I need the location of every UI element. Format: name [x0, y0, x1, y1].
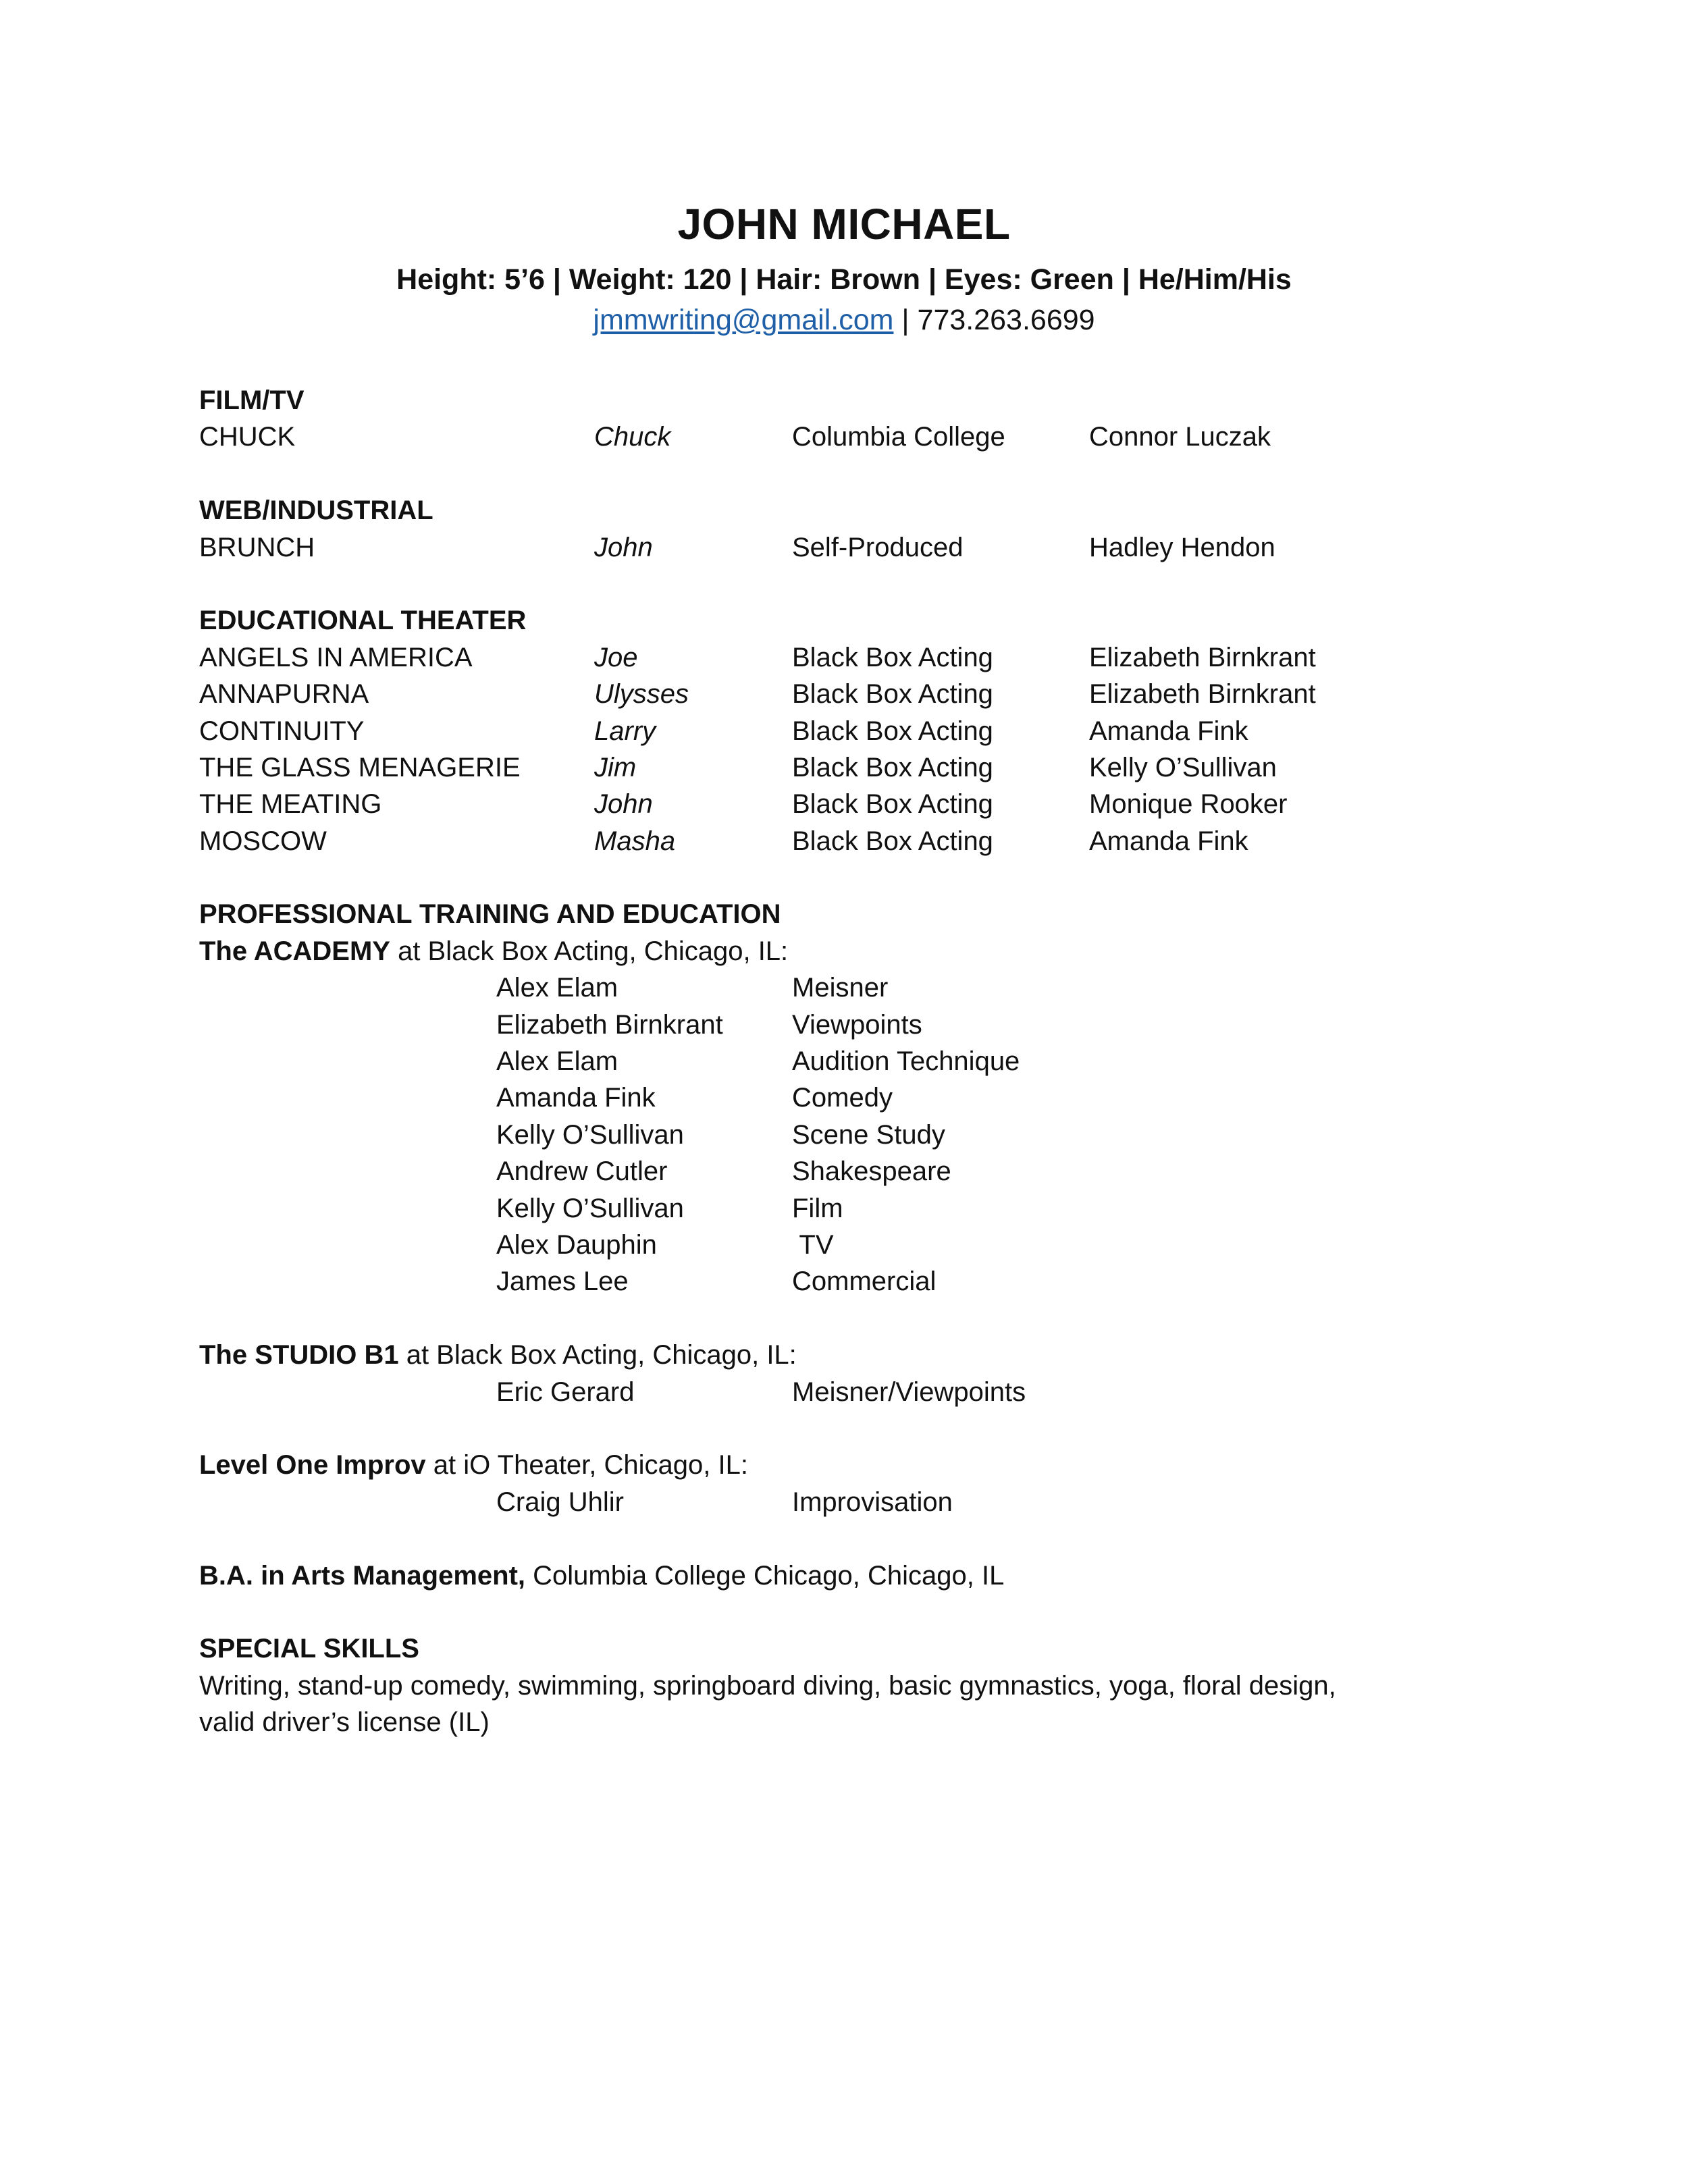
training-row — [199, 1374, 1516, 1410]
training-row — [199, 1080, 1516, 1116]
improv-location: at iO Theater, Chicago, IL: — [425, 1450, 748, 1481]
training-subject: Shakespeare — [792, 1156, 951, 1187]
credit-role: Chuck — [594, 422, 671, 452]
training-teacher: Alex Elam — [496, 1046, 618, 1077]
credit-company: Black Box Acting — [792, 642, 993, 672]
credit-row — [199, 529, 1516, 566]
training-teacher: Kelly O’Sullivan — [496, 1119, 684, 1150]
credit-row — [199, 823, 1516, 859]
credit-title: THE GLASS MENAGERIE — [199, 752, 521, 782]
studio-name: The STUDIO B1 — [199, 1340, 399, 1370]
training-subject: Meisner — [792, 973, 889, 1003]
training-row — [199, 1007, 1516, 1043]
credit-company: Black Box Acting — [792, 789, 993, 820]
credit-title: THE MEATING — [199, 789, 382, 820]
training-teacher: Kelly O’Sullivan — [496, 1193, 684, 1223]
web-industrial-heading: WEB/INDUSTRIAL — [199, 496, 433, 526]
training-teacher: Alex Elam — [496, 973, 618, 1003]
improv-line — [199, 1447, 1516, 1483]
contact-separator: | — [893, 304, 918, 336]
skills-text-line-2: valid driver’s license (IL) — [199, 1707, 490, 1738]
training-row — [199, 1117, 1516, 1153]
credit-role: Larry — [594, 716, 656, 746]
credit-role: John — [594, 532, 653, 562]
phone-number: 773.263.6699 — [917, 304, 1095, 336]
studio-location: at Black Box Acting, Chicago, IL: — [398, 1340, 797, 1370]
credit-company: Black Box Acting — [792, 826, 993, 856]
email-link[interactable]: jmmwriting@gmail.com — [593, 304, 894, 336]
credit-director: Kelly O’Sullivan — [1089, 752, 1277, 782]
training-subject: Commercial — [792, 1267, 937, 1297]
training-row — [199, 1227, 1516, 1263]
film-tv-heading: FILM/TV — [199, 385, 305, 415]
credit-company: Black Box Acting — [792, 679, 993, 710]
section-spacer — [199, 859, 1516, 896]
training-subject: Viewpoints — [792, 1009, 922, 1040]
training-teacher: Alex Dauphin — [496, 1229, 657, 1260]
degree-name: B.A. in Arts Management, — [199, 1560, 526, 1591]
training-subject: Comedy — [792, 1083, 893, 1113]
training-teacher: Elizabeth Birnkrant — [496, 1009, 723, 1040]
credit-company: Black Box Acting — [792, 716, 993, 746]
training-row — [199, 969, 1516, 1006]
credit-company: Black Box Acting — [792, 752, 993, 782]
credit-title: MOSCOW — [199, 826, 327, 856]
training-row — [199, 1043, 1516, 1080]
credit-director: Elizabeth Birnkrant — [1089, 679, 1316, 710]
credit-row — [199, 786, 1516, 822]
academy-location: at Black Box Acting, Chicago, IL: — [390, 936, 789, 966]
training-subject: Meisner/Viewpoints — [792, 1377, 1026, 1407]
credit-director: Elizabeth Birnkrant — [1089, 642, 1316, 672]
credit-row — [199, 676, 1516, 712]
credit-row — [199, 749, 1516, 786]
improv-name: Level One Improv — [199, 1450, 426, 1481]
resume-body — [199, 382, 1516, 1740]
credit-title: CONTINUITY — [199, 716, 365, 746]
training-subject: TV — [792, 1229, 834, 1260]
degree-line — [199, 1557, 1516, 1594]
section-spacer — [199, 566, 1516, 602]
credit-director: Amanda Fink — [1089, 716, 1248, 746]
credit-row — [199, 639, 1516, 676]
credit-title: CHUCK — [199, 422, 296, 452]
actor-stats: Height: 5’6 | Weight: 120 | Hair: Brown | Eyes: Green | He/Him/His — [396, 263, 1292, 296]
section-spacer — [199, 456, 1516, 492]
credit-row — [199, 713, 1516, 749]
training-row — [199, 1190, 1516, 1227]
credit-role: Ulysses — [594, 679, 689, 710]
credit-director: Monique Rooker — [1089, 789, 1288, 820]
training-teacher: James Lee — [496, 1267, 629, 1297]
contact-line — [0, 304, 1688, 337]
credit-title: ANNAPURNA — [199, 679, 369, 710]
training-teacher: Amanda Fink — [496, 1083, 656, 1113]
credit-director: Connor Luczak — [1089, 422, 1271, 452]
credit-title: ANGELS IN AMERICA — [199, 642, 473, 672]
credit-role: Masha — [594, 826, 676, 856]
academy-name: The ACADEMY — [199, 936, 390, 966]
section-spacer — [199, 1300, 1516, 1337]
training-teacher: Andrew Cutler — [496, 1156, 668, 1187]
training-teacher: Craig Uhlir — [496, 1487, 624, 1517]
training-heading: PROFESSIONAL TRAINING AND EDUCATION — [199, 899, 781, 930]
training-row — [199, 1153, 1516, 1190]
training-subject: Film — [792, 1193, 843, 1223]
credit-director: Hadley Hendon — [1089, 532, 1275, 562]
skills-text-line-1: Writing, stand-up comedy, swimming, springboard diving, basic gymnastics, yoga, floral design, — [199, 1670, 1336, 1701]
credit-row — [199, 419, 1516, 455]
credit-role: Joe — [594, 642, 638, 672]
credit-company: Columbia College — [792, 422, 1005, 452]
training-subject: Improvisation — [792, 1487, 953, 1517]
credit-title: BRUNCH — [199, 532, 315, 562]
credit-role: Jim — [594, 752, 637, 782]
educational-theater-heading: EDUCATIONAL THEATER — [199, 606, 527, 636]
skills-heading: SPECIAL SKILLS — [199, 1634, 419, 1664]
section-spacer — [199, 1520, 1516, 1557]
actor-name: JOHN MICHAEL — [677, 200, 1011, 248]
section-spacer — [199, 1410, 1516, 1447]
training-subject: Scene Study — [792, 1119, 945, 1150]
credit-role: John — [594, 789, 653, 820]
studio-line — [199, 1337, 1516, 1373]
credit-director: Amanda Fink — [1089, 826, 1248, 856]
training-subject: Audition Technique — [792, 1046, 1020, 1077]
academy-line — [199, 933, 1516, 969]
training-row — [199, 1484, 1516, 1520]
section-spacer — [199, 1594, 1516, 1630]
training-row — [199, 1263, 1516, 1300]
degree-location: Columbia College Chicago, Chicago, IL — [525, 1560, 1005, 1591]
training-teacher: Eric Gerard — [496, 1377, 635, 1407]
credit-company: Self-Produced — [792, 532, 964, 562]
